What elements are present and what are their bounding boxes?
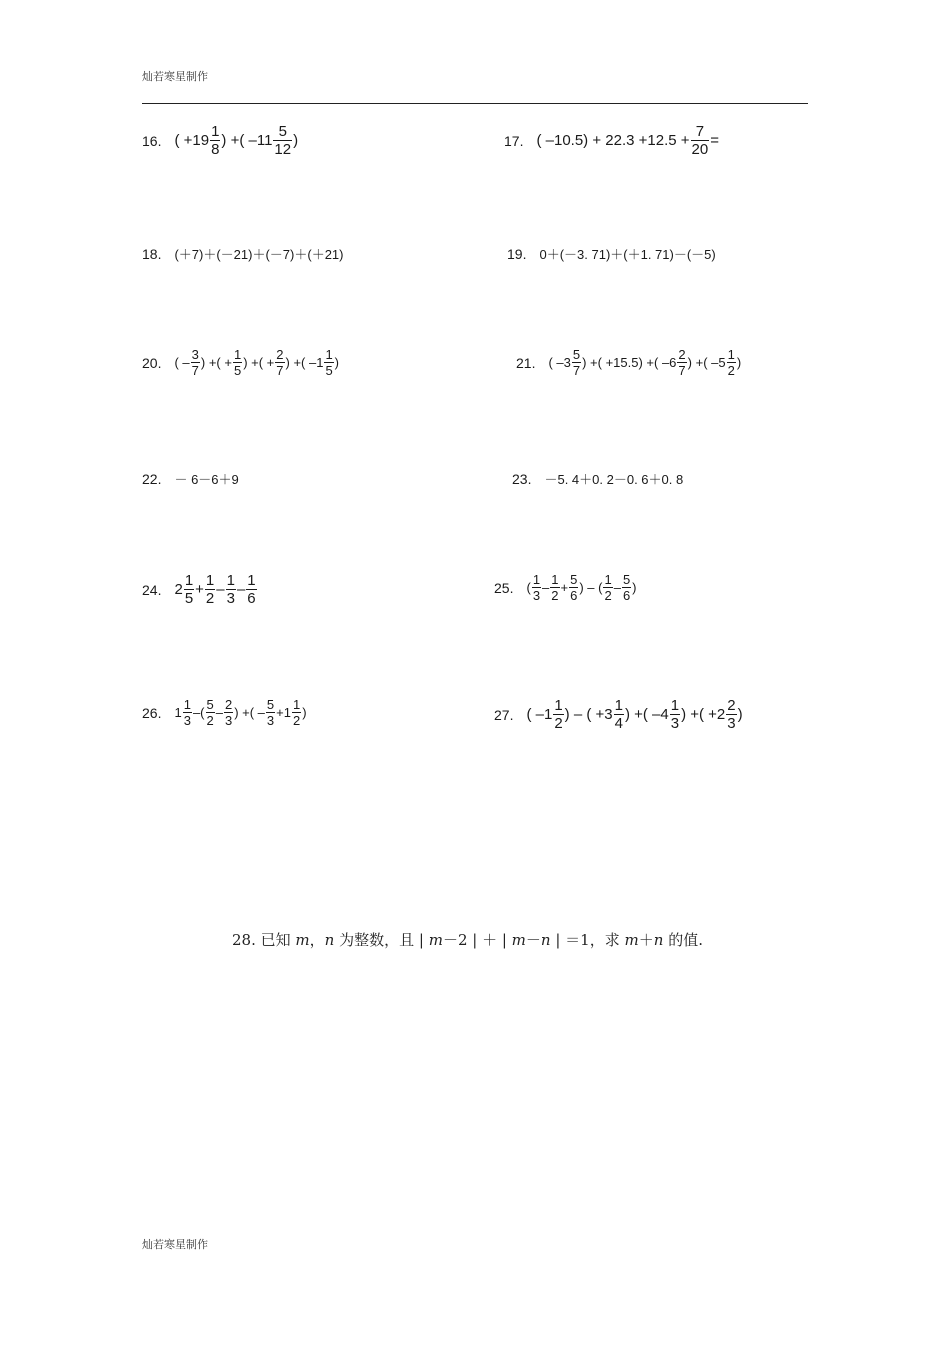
fraction-numerator: 5 — [570, 572, 578, 587]
fraction-numerator: 2 — [276, 347, 284, 362]
problem-22 — [142, 472, 239, 486]
problem-text: 的值. — [663, 931, 703, 949]
fraction-numerator: 1 — [211, 123, 220, 140]
problem-number: 24. — [142, 581, 162, 598]
fraction — [205, 573, 215, 606]
problem-number: 26. — [142, 704, 162, 721]
expression-text: – — [216, 581, 225, 598]
expression-text: ) — [293, 132, 299, 149]
variable-m: m — [428, 931, 443, 949]
fraction-denominator: 6 — [570, 588, 578, 603]
problem-text: | ＝1，求 — [550, 931, 625, 949]
fraction-denominator: 7 — [276, 363, 284, 378]
expression-text: ) +( + — [200, 355, 232, 370]
fraction-denominator: 20 — [691, 141, 709, 158]
problem-number: 23. — [512, 471, 532, 487]
variable-m: m — [511, 931, 526, 949]
fraction-numerator: 1 — [184, 572, 194, 589]
problem-expression — [539, 248, 715, 261]
problem-28 — [232, 929, 703, 950]
fraction — [275, 348, 284, 377]
fraction-denominator: 7 — [572, 363, 581, 378]
expression-text: ( – — [174, 355, 190, 370]
problem-number: 20. — [142, 354, 162, 371]
fraction — [670, 698, 680, 731]
expression-text: ) — [737, 706, 743, 723]
problem-expression — [174, 124, 298, 157]
expression-text: ) +( +2 — [681, 706, 726, 723]
variable-n: n — [540, 931, 551, 949]
fraction — [569, 573, 578, 602]
fraction-numerator: 1 — [727, 347, 735, 362]
fraction-numerator: 1 — [205, 572, 215, 589]
fraction-denominator: 6 — [247, 590, 256, 607]
problem-expression — [174, 573, 257, 606]
fraction — [622, 573, 631, 602]
fraction — [603, 573, 612, 602]
fraction-denominator: 12 — [274, 141, 292, 158]
fraction — [266, 698, 275, 727]
expression-text: = — [710, 132, 719, 149]
expression-text: ) +( + — [243, 355, 275, 370]
fraction — [614, 698, 624, 731]
fraction — [191, 348, 200, 377]
fraction — [273, 124, 292, 157]
expression-text: ) – ( — [579, 580, 603, 595]
fraction-numerator: 7 — [695, 123, 705, 140]
fraction — [224, 698, 233, 727]
problem-expression — [174, 348, 339, 377]
variable-m: m — [295, 931, 310, 949]
expression-text: – — [542, 580, 550, 595]
fraction-denominator: 3 — [224, 713, 233, 728]
problem-number: 27. — [494, 706, 514, 723]
fraction-numerator: 1 — [614, 697, 623, 714]
problem-20 — [142, 348, 339, 377]
fraction-numerator: 1 — [325, 347, 333, 362]
fraction — [183, 698, 192, 727]
expression-text: ) – ( +3 — [564, 706, 613, 723]
expression-text: ) +( –1 — [285, 355, 324, 370]
fraction-numerator: 5 — [278, 123, 287, 140]
fraction-denominator: 3 — [183, 713, 191, 728]
fraction — [550, 573, 559, 602]
fraction-numerator: 5 — [206, 697, 214, 712]
expression-text: ) — [736, 355, 742, 370]
page-footer: 灿若寒星制作 — [142, 1238, 208, 1251]
fraction-numerator: 1 — [551, 572, 559, 587]
expression-text: 2 — [174, 581, 183, 598]
problem-number: 21. — [516, 354, 536, 371]
fraction-denominator: 5 — [325, 363, 333, 378]
expression-text: +1 — [276, 705, 291, 720]
expression-text: － 6－6＋9 — [174, 471, 239, 487]
fraction-denominator: 2 — [206, 713, 214, 728]
expression-text: (＋7)＋(－21)＋(－7)＋(＋21) — [174, 246, 344, 262]
expression-text: －5. 4＋0. 2－0. 6＋0. 8 — [544, 471, 684, 487]
expression-text: ) — [302, 705, 307, 720]
fraction-denominator: 3 — [266, 713, 275, 728]
expression-text: ( –1 — [526, 706, 553, 723]
fraction-denominator: 3 — [532, 588, 541, 603]
expression-text: ) +( +15.5) +( –6 — [582, 355, 677, 370]
fraction-denominator: 5 — [184, 590, 194, 607]
expression-text: ( +19 — [174, 132, 210, 149]
fraction-numerator: 5 — [572, 347, 581, 362]
fraction-numerator: 2 — [224, 697, 233, 712]
fraction-denominator: 2 — [551, 588, 559, 603]
problem-text: －2 | ＋ | — [442, 931, 512, 949]
fraction-numerator: 5 — [266, 697, 275, 712]
expression-text: + — [195, 581, 204, 598]
problem-text: 为整数，且 | — [334, 931, 429, 949]
problem-number: 22. — [142, 471, 162, 487]
fraction-denominator: 2 — [292, 713, 301, 728]
fraction — [184, 573, 194, 606]
problem-text: ＋ — [638, 931, 654, 949]
expression-text: – — [613, 580, 621, 595]
problem-number: 17. — [504, 132, 524, 149]
fraction-numerator: 1 — [604, 572, 612, 587]
fraction-numerator: 1 — [554, 697, 563, 714]
fraction-numerator: 2 — [678, 347, 686, 362]
problem-expression — [544, 473, 683, 486]
problem-number: 25. — [494, 579, 514, 596]
problem-expression — [526, 698, 742, 731]
problem-25 — [494, 573, 637, 602]
expression-text: 0＋(－3. 71)＋(＋1. 71)－(－5) — [539, 246, 716, 262]
fraction-denominator: 2 — [604, 588, 612, 603]
problem-26 — [142, 698, 307, 727]
variable-m: m — [624, 931, 639, 949]
fraction-numerator: 3 — [191, 347, 199, 362]
problem-expression — [536, 124, 719, 157]
fraction — [572, 348, 581, 377]
problem-expression — [548, 348, 741, 377]
header-divider — [142, 103, 808, 104]
fraction — [210, 124, 220, 157]
fraction — [691, 124, 710, 157]
expression-text: ) — [334, 355, 340, 370]
fraction-denominator: 6 — [622, 588, 631, 603]
problem-number: 28. — [232, 931, 256, 949]
fraction-numerator: 2 — [727, 697, 736, 714]
expression-text: ) +( – — [234, 705, 265, 720]
fraction — [726, 698, 736, 731]
expression-text: ( –3 — [548, 355, 571, 370]
variable-n: n — [324, 931, 335, 949]
fraction — [727, 348, 736, 377]
fraction-denominator: 3 — [727, 715, 736, 732]
expression-text: 1 — [174, 705, 182, 720]
fraction — [226, 573, 236, 606]
problem-17 — [504, 124, 719, 157]
problem-18 — [142, 247, 343, 261]
problem-16 — [142, 124, 298, 157]
fraction-denominator: 3 — [670, 715, 680, 732]
fraction-denominator: 7 — [678, 363, 686, 378]
problem-expression — [174, 248, 343, 261]
fraction-denominator: 5 — [233, 363, 242, 378]
fraction — [324, 348, 333, 377]
expression-text: ) +( –4 — [624, 706, 669, 723]
fraction-numerator: 1 — [233, 347, 242, 362]
fraction-denominator: 4 — [614, 715, 623, 732]
fraction — [553, 698, 563, 731]
fraction — [677, 348, 686, 377]
expression-text: – — [215, 705, 223, 720]
expression-text: –( — [192, 705, 205, 720]
variable-n: n — [653, 931, 664, 949]
problem-23 — [512, 472, 683, 486]
problem-21 — [516, 348, 741, 377]
expression-text: + — [560, 580, 569, 595]
fraction-denominator: 7 — [191, 363, 199, 378]
fraction-numerator: 1 — [183, 697, 191, 712]
problem-text: 已知 — [260, 931, 296, 949]
fraction — [532, 573, 541, 602]
fraction — [206, 698, 215, 727]
fraction-numerator: 5 — [622, 572, 631, 587]
fraction-numerator: 1 — [247, 572, 256, 589]
fraction-denominator: 2 — [205, 590, 215, 607]
fraction-numerator: 1 — [226, 572, 235, 589]
page-header: 灿若寒星制作 — [142, 70, 208, 83]
fraction — [292, 698, 301, 727]
fraction — [233, 348, 242, 377]
problem-expression — [526, 573, 636, 602]
problem-expression — [174, 473, 238, 486]
problem-number: 19. — [507, 246, 527, 262]
problem-27 — [494, 698, 743, 731]
fraction-numerator: 1 — [670, 697, 680, 714]
expression-text: ( –10.5) + 22.3 +12.5 + — [536, 132, 690, 149]
expression-text: ) +( –5 — [687, 355, 726, 370]
expression-text: – — [236, 581, 246, 598]
fraction-denominator: 2 — [554, 715, 563, 732]
fraction-numerator: 1 — [532, 572, 541, 587]
fraction — [246, 573, 256, 606]
expression-text: ) — [632, 580, 637, 595]
fraction-denominator: 3 — [226, 590, 235, 607]
problem-19 — [507, 247, 716, 261]
problem-number: 18. — [142, 246, 162, 262]
problem-text: ， — [309, 931, 325, 949]
problem-expression — [174, 698, 306, 727]
fraction-numerator: 1 — [292, 697, 301, 712]
problem-text: － — [525, 931, 541, 949]
problem-number: 16. — [142, 132, 162, 149]
fraction-denominator: 2 — [727, 363, 735, 378]
fraction-denominator: 8 — [211, 141, 220, 158]
problem-24 — [142, 573, 258, 606]
expression-text: ) +( –11 — [221, 132, 273, 149]
expression-text: ( — [526, 580, 531, 595]
